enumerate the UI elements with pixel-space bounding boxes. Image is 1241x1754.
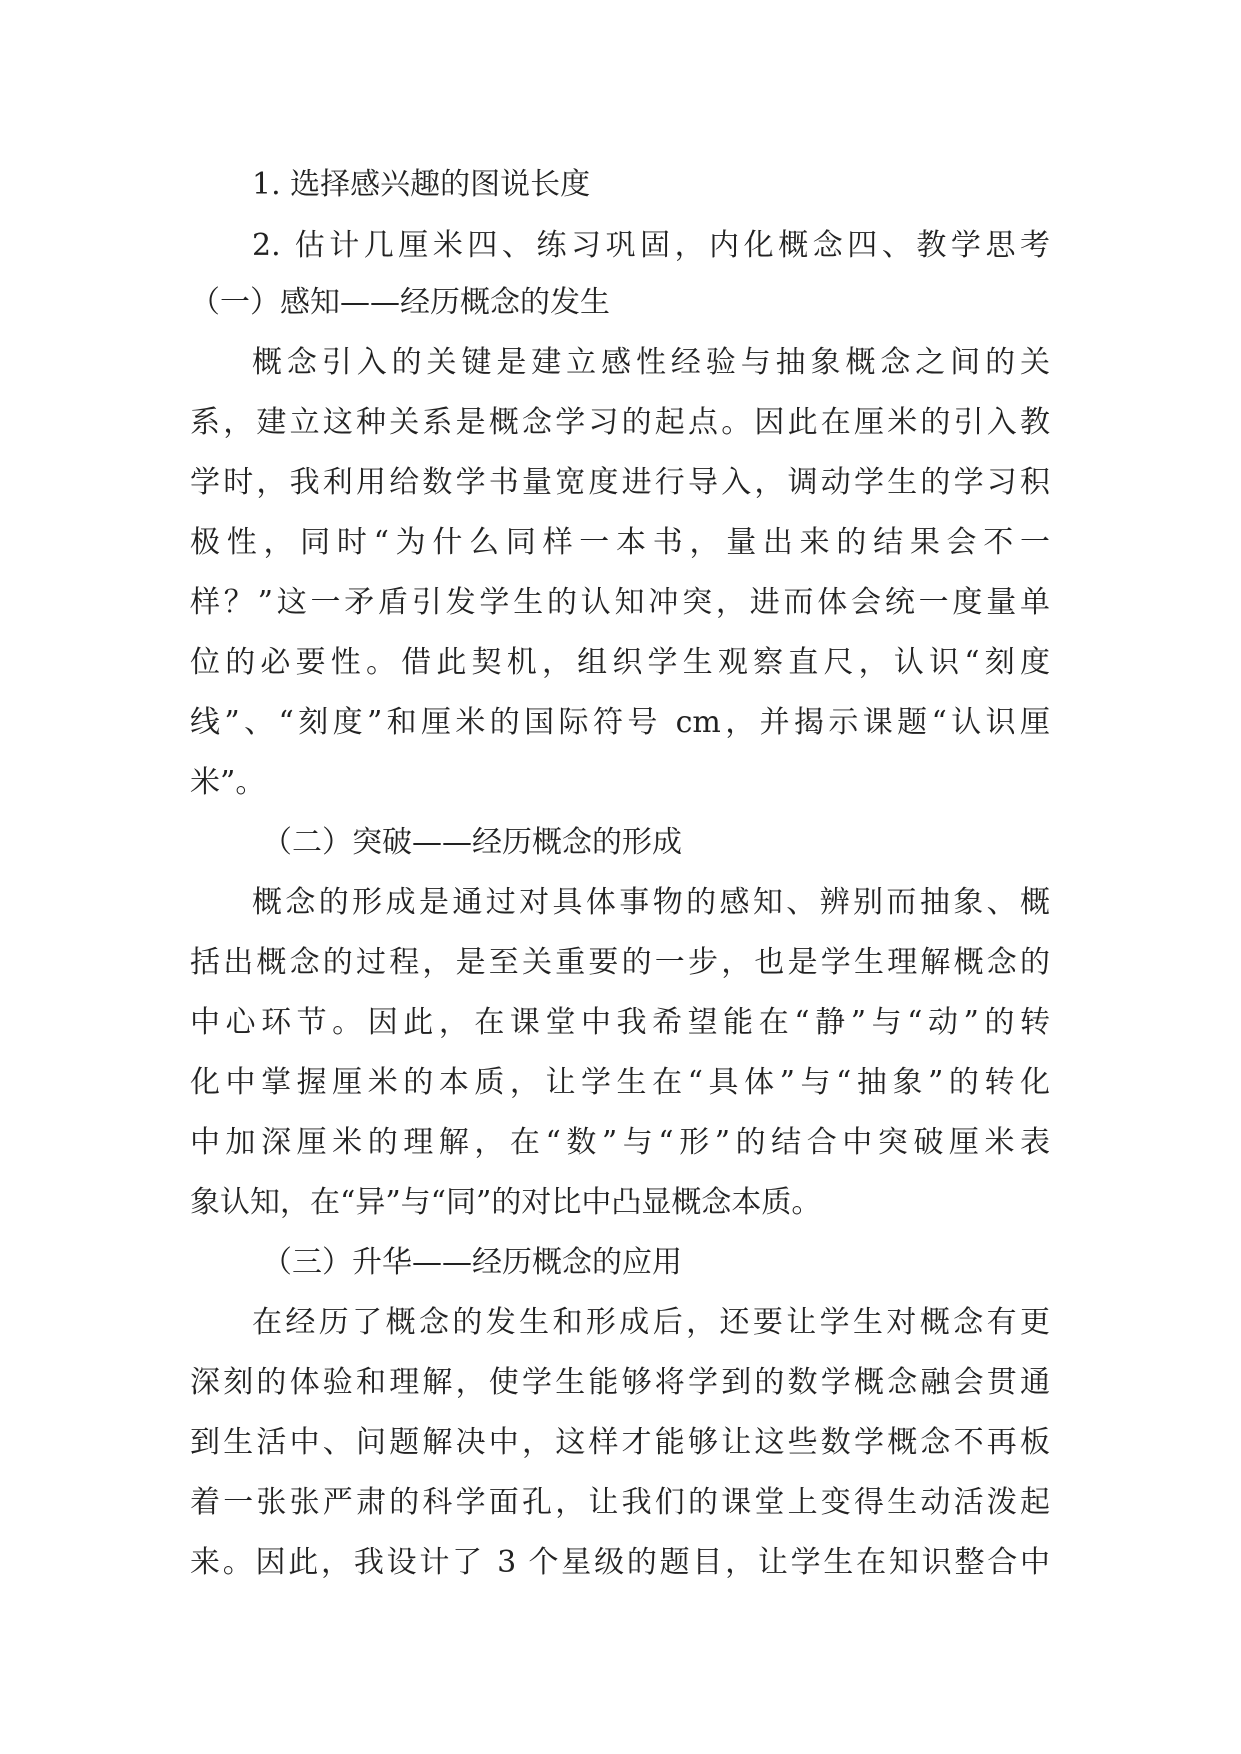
- paragraph-2-line: 象认知，在“异”与“同”的对比中凸显概念本质。: [190, 1185, 822, 1220]
- paragraph-1-line: 样？”这一矛盾引发学生的认知冲突，进而体会统一度量单: [190, 585, 1050, 620]
- paragraph-1-line: 位的必要性。借此契机，组织学生观察直尺，认识“刻度: [190, 645, 1050, 680]
- paragraph-2-line: 化中掌握厘米的本质，让学生在“具体”与“抽象”的转化: [190, 1065, 1050, 1100]
- paragraph-3-line: 在经历了概念的发生和形成后，还要让学生对概念有更: [252, 1305, 1050, 1340]
- paragraph-1-line: 概念引入的关键是建立感性经验与抽象概念之间的关: [252, 345, 1050, 380]
- section-heading-3: （三）升华——经历概念的应用: [262, 1245, 682, 1280]
- paragraph-1-line: 学时，我利用给数学书量宽度进行导入，调动学生的学习积: [190, 465, 1050, 500]
- paragraph-2-line: 中心环节。因此，在课堂中我希望能在“静”与“动”的转: [190, 1005, 1050, 1040]
- paragraph-3-line: 到生活中、问题解决中，这样才能够让这些数学概念不再板: [190, 1425, 1050, 1460]
- paragraph-1-line: 米”。: [190, 765, 266, 800]
- paragraph-1-line: 极性，同时“为什么同样一本书，量出来的结果会不一: [190, 525, 1050, 560]
- paragraph-1-line: 线”、“刻度”和厘米的国际符号 cm，并揭示课题“认识厘: [190, 705, 1050, 740]
- paragraph-3-line: 深刻的体验和理解，使学生能够将学到的数学概念融会贯通: [190, 1365, 1050, 1400]
- paragraph-3-line: 着一张张严肃的科学面孔，让我们的课堂上变得生动活泼起: [190, 1485, 1050, 1520]
- paragraph-3-line: 来。因此，我设计了 3 个星级的题目，让学生在知识整合中: [190, 1545, 1050, 1580]
- section-heading-1: （一）感知——经历概念的发生: [190, 285, 610, 320]
- list-item-1: 1. 选择感兴趣的图说长度: [252, 167, 591, 202]
- section-heading-2: （二）突破——经历概念的形成: [262, 825, 682, 860]
- paragraph-1-line: 系，建立这种关系是概念学习的起点。因此在厘米的引入教: [190, 405, 1050, 440]
- paragraph-2-line: 括出概念的过程，是至关重要的一步，也是学生理解概念的: [190, 945, 1050, 980]
- paragraph-2-line: 概念的形成是通过对具体事物的感知、辨别而抽象、概: [252, 885, 1050, 920]
- paragraph-2-line: 中加深厘米的理解，在“数”与“形”的结合中突破厘米表: [190, 1125, 1050, 1160]
- list-item-2: 2. 估计几厘米四、练习巩固，内化概念四、教学思考: [252, 228, 1050, 263]
